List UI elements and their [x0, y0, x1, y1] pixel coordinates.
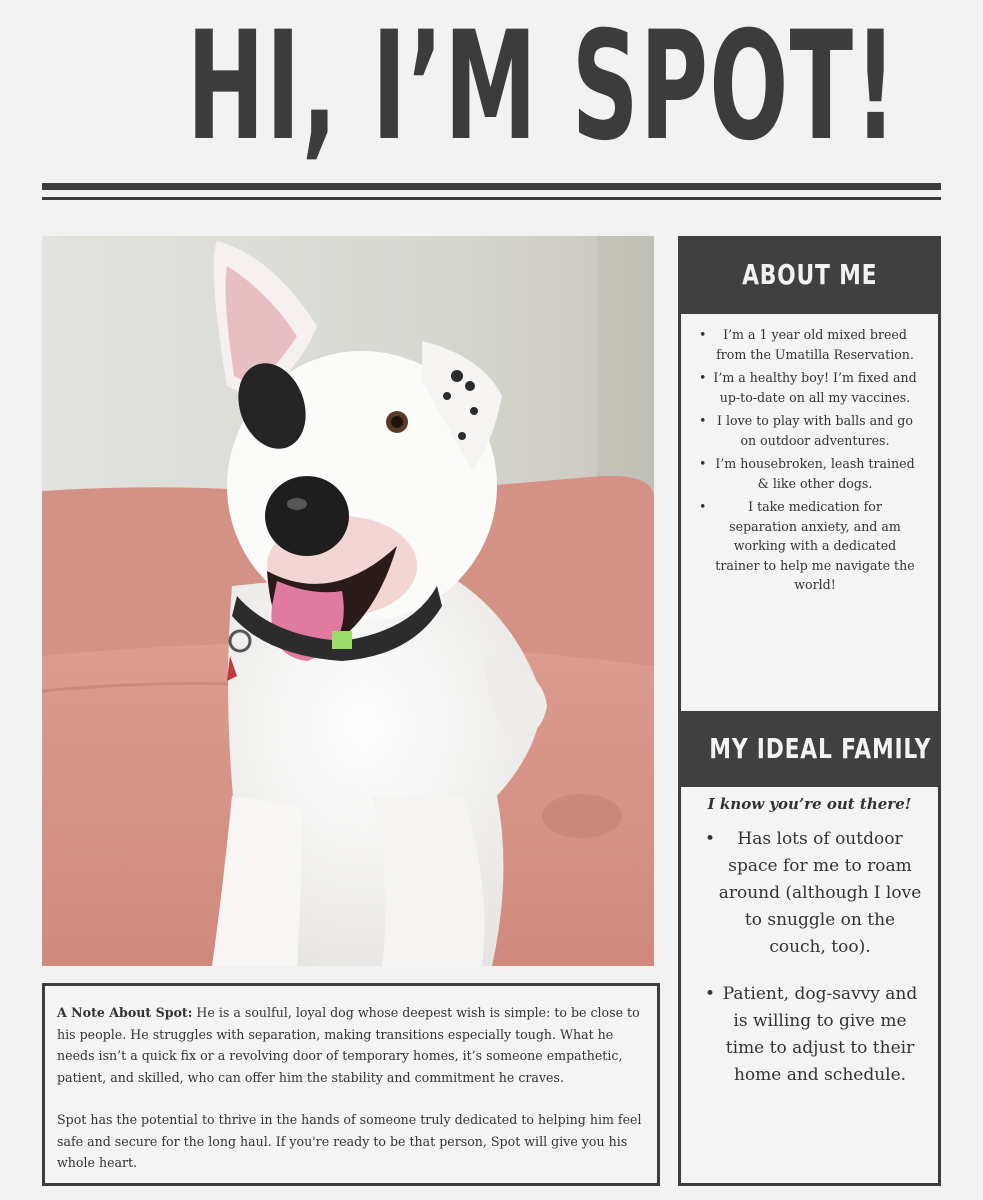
- note-box: [42, 983, 660, 1186]
- title-rule-thin: [42, 197, 941, 200]
- list-item: • I love to play with balls and go on outdoor adventures.: [695, 411, 917, 450]
- list-item: • I’m housebroken, leash trained & like other dogs.: [695, 454, 917, 493]
- sidebar: [678, 236, 941, 1186]
- family-header: [678, 711, 941, 787]
- list-item: • Has lots of outdoor space for me to roam around (although I love to snuggle on the couch, too).: [695, 826, 923, 961]
- note-paragraph-1: [57, 1002, 643, 1088]
- about-title: ABOUT ME: [741, 258, 878, 291]
- note-paragraph-2: Spot has the potential to thrive in the hands of someone truly dedicated to helping him feel safe and secure for the long haul. If you're ready to be that person, Spot will give you his whole heart.: [57, 1112, 642, 1170]
- list-item: • I’m a 1 year old mixed breed from the Umatilla Reservation.: [695, 325, 917, 364]
- about-header: [678, 236, 941, 314]
- family-list: [695, 826, 923, 1089]
- note-text-1: He is a soulful, loyal dog whose deepest wish is simple: to be close to his people. He struggles with separation, making transitions especially tough. What he needs isn’t a quick fix or a revolving door of temporary homes, it’s someone empathetic, patient, and skilled, who can offer him the stability and commitment he craves.: [57, 1005, 640, 1085]
- dog-photo: [42, 236, 654, 966]
- list-item: • I take medication for separation anxiety, and am working with a dedicated trainer to help me navigate the world!: [695, 497, 917, 595]
- family-subtitle: I know you’re out there!: [707, 795, 912, 813]
- list-item: • I’m a healthy boy! I’m fixed and up-to-date on all my vaccines.: [695, 368, 917, 407]
- about-list: [695, 325, 917, 599]
- note-heading: A Note About Spot:: [57, 1005, 193, 1020]
- page-title: HI, I’M SPOT!: [186, 0, 898, 174]
- list-item: • Patient, dog-savvy and is willing to give me time to adjust to their home and schedule.: [695, 981, 923, 1089]
- title-rule-thick: [42, 183, 941, 190]
- family-title: MY IDEAL FAMILY: [709, 732, 932, 765]
